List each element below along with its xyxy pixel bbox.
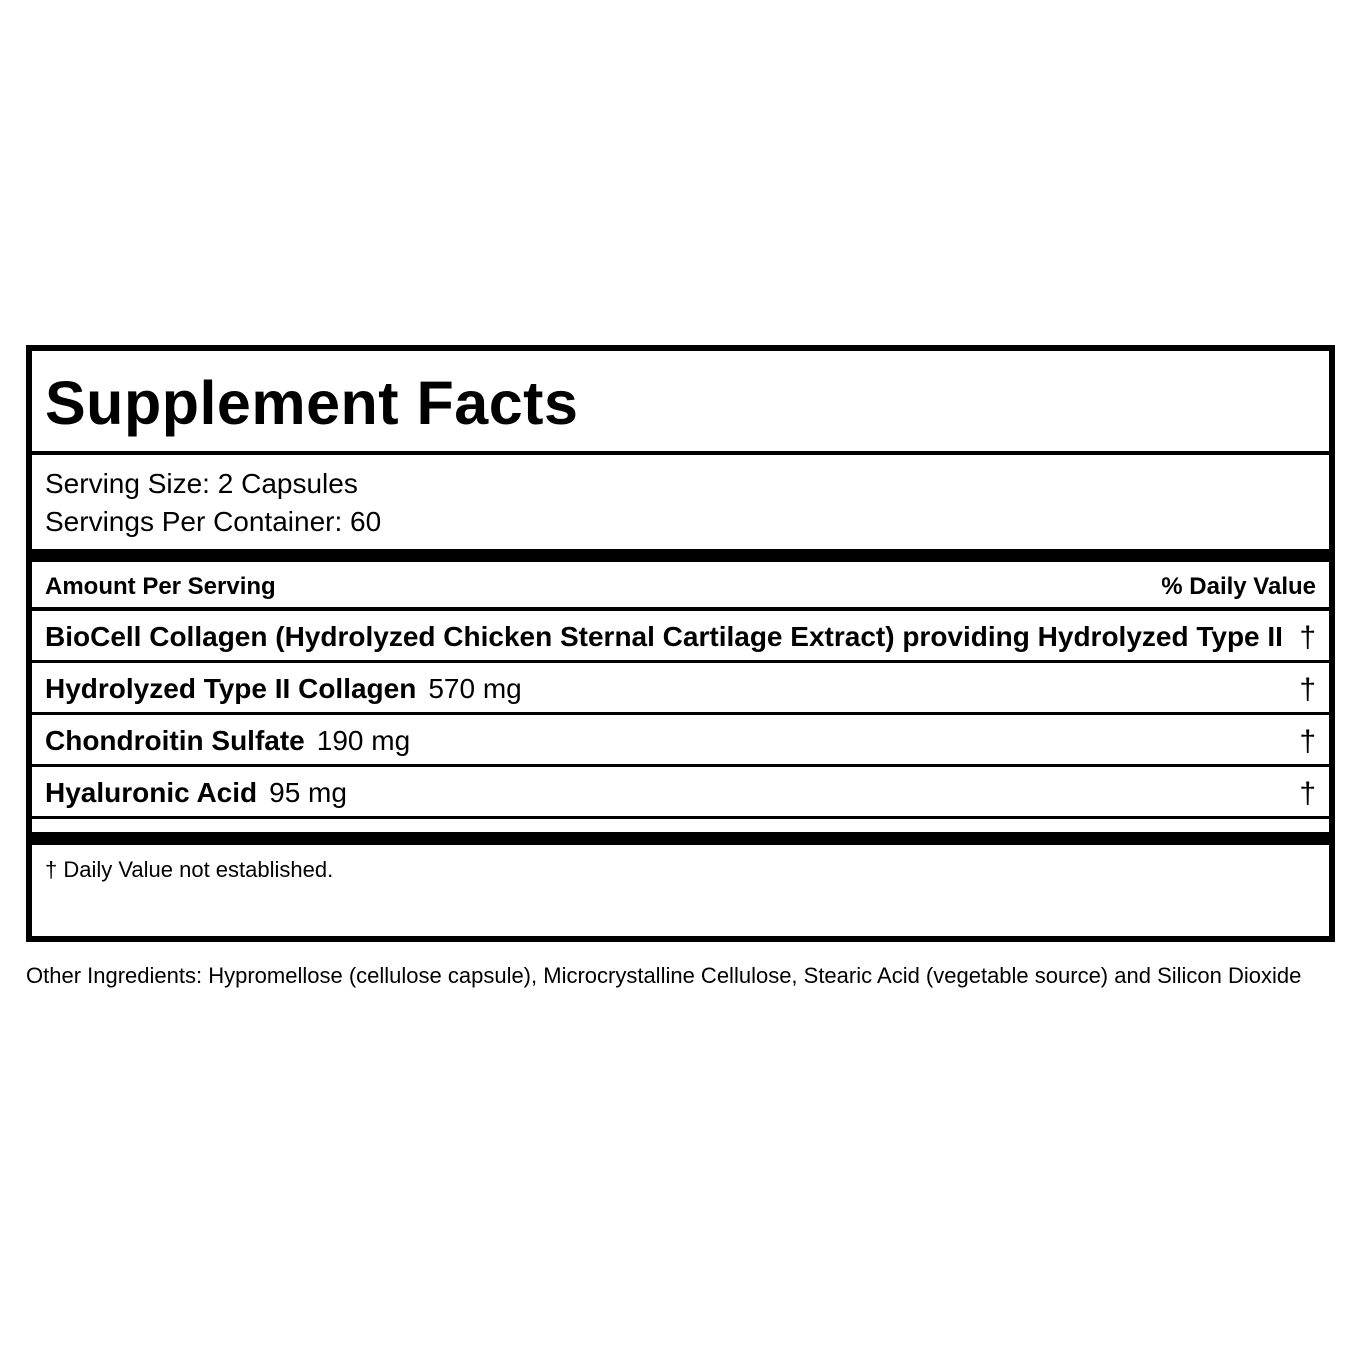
ingredient-amount: 95 mg [269,777,347,808]
ingredient-row [32,715,1329,767]
ingredient-name [45,673,522,705]
other-ingredients: Other Ingredients: Hypromellose (cellulose capsule), Microcrystalline Cellulose, Stearic Acid (vegetable source) and Silicon Dioxide [26,963,1302,988]
title-block [32,351,1329,455]
ingredient-name-text: Hyaluronic Acid [45,777,258,808]
ingredient-row [32,767,1329,819]
ingredient-row [32,663,1329,715]
daily-value-header: % Daily Value [1161,573,1316,600]
ingredient-name-text: Hydrolyzed Type II Collagen [45,673,417,704]
divider-thick [32,549,1329,562]
servings-per-container: Servings Per Container: 60 [45,506,382,537]
daily-value-footnote: † Daily Value not established. [45,857,334,882]
ingredient-daily-value: † [1299,725,1316,758]
serving-size: Serving Size: 2 Capsules [45,468,358,499]
ingredient-name [45,725,410,757]
ingredient-daily-value: † [1299,621,1316,654]
ingredient-name-text: Chondroitin Sulfate [45,725,305,756]
ingredient-name-text: BioCell Collagen (Hydrolyzed Chicken Sternal Cartilage Extract) providing Hydrolyzed Type II [45,621,1283,652]
ingredient-row [32,611,1329,663]
panel-title: Supplement Facts [45,369,579,437]
serving-info [32,455,1329,549]
ingredient-name [45,777,347,809]
column-header-row [32,562,1329,611]
ingredient-amount: 190 mg [316,725,411,756]
ingredient-daily-value: † [1299,777,1316,810]
ingredient-amount: 570 mg [428,673,522,704]
ingredient-daily-value: † [1299,673,1316,706]
divider-thick [32,832,1329,845]
supplement-facts-panel [26,345,1335,942]
ingredient-name [45,621,1295,653]
amount-per-serving-header: Amount Per Serving [45,573,276,600]
